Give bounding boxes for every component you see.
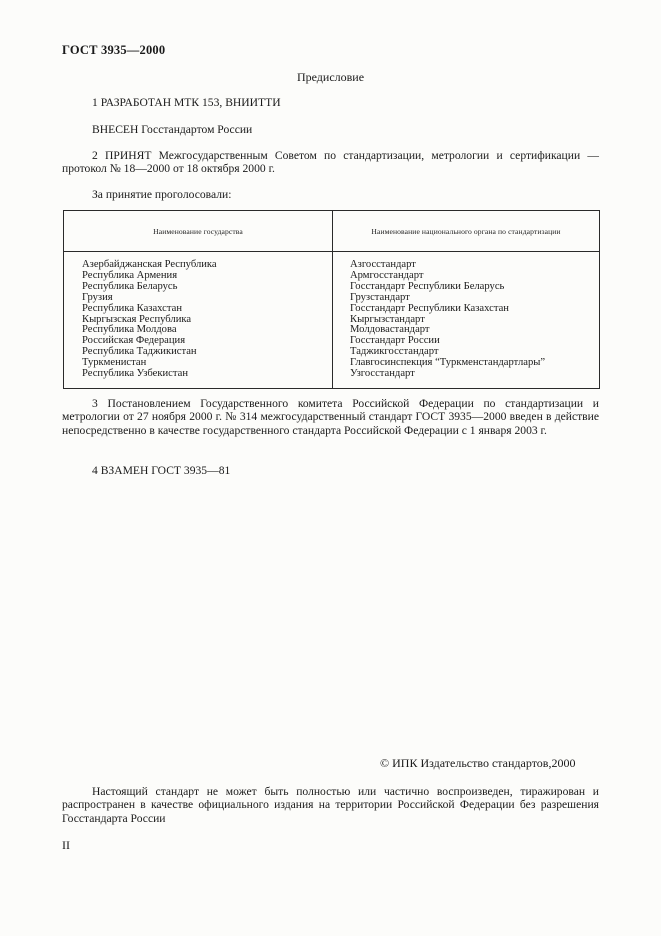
state-name: Республика Молдова [82, 324, 177, 336]
state-name: Российская Федерация [82, 335, 186, 347]
standards-body-name: Грузстандарт [350, 291, 410, 303]
standards-body-name: Госстандарт Республики Беларусь [350, 280, 505, 292]
paragraph-adopted: 2 ПРИНЯТ Межгосударственным Советом по стандартизации, метрологии и сертификации — протокол № 18—2000 от 18 октября 2000 г. [62, 149, 599, 176]
paragraph-replaces: 4 ВЗАМЕН ГОСТ 3935—81 [92, 464, 231, 477]
state-name: Туркменистан [82, 357, 147, 369]
standards-body-name: Главгосинспекция “Туркменстандартлары” [350, 357, 546, 369]
standards-body-name: Кыргызстандарт [350, 313, 425, 325]
paragraph-developed: 1 РАЗРАБОТАН МТК 153, ВНИИТТИ [92, 96, 281, 109]
standards-body-name: Таджикгосстандарт [350, 346, 439, 358]
standards-body-name: Армгосстандарт [350, 269, 424, 281]
standards-body-name: Узгосстандарт [350, 368, 415, 380]
column-header-state: Наименование государства [64, 211, 333, 252]
standards-body-name: Госстандарт Республики Казахстан [350, 302, 509, 314]
state-name: Кыргызская Республика [82, 313, 192, 325]
states-column [64, 252, 333, 389]
standards-bodies-column [333, 252, 600, 389]
paragraph-resolution: 3 Постановлением Государственного комитета Российской Федерации по стандартизации и метрологии от 27 ноября 2000 г. № 314 межгосударственный стандарт ГОСТ 3935—2000 введен в действие непосредственно в качестве государственного стандарта Российской Федерации с 1 января 2003 г. [62, 397, 599, 437]
document-header: ГОСТ 3935—2000 [62, 43, 166, 57]
standards-body-name: Азгосстандарт [350, 259, 416, 270]
state-name: Грузия [82, 291, 113, 303]
page-number: II [62, 838, 70, 852]
state-name: Республика Армения [82, 269, 178, 281]
page-title: Предисловие [296, 70, 365, 84]
state-name: Республика Таджикистан [82, 346, 197, 358]
voting-states-table [63, 210, 600, 389]
standards-body-name: Госстандарт России [350, 335, 440, 347]
reproduction-notice: Настоящий стандарт не может быть полностью или частично воспроизведен, тиражирован и распространен в качестве официального издания на территории Российской Федерации без разрешения Госстандарта России [62, 785, 599, 825]
standards-body-name: Молдовастандарт [350, 324, 430, 336]
state-name: Республика Казахстан [82, 302, 183, 314]
state-name: Азербайджанская Республика [82, 259, 217, 270]
table-header-row [64, 211, 600, 252]
paragraph-introduced: ВНЕСЕН Госстандартом России [92, 123, 253, 136]
column-header-standards-body: Наименование национального органа по стандартизации [333, 211, 600, 252]
paragraph-voted: За принятие проголосовали: [92, 188, 232, 201]
copyright-notice: © ИПК Издательство стандартов,2000 [380, 756, 576, 770]
table-body-row [64, 252, 600, 389]
state-name: Республика Узбекистан [82, 368, 189, 380]
state-name: Республика Беларусь [82, 280, 178, 292]
